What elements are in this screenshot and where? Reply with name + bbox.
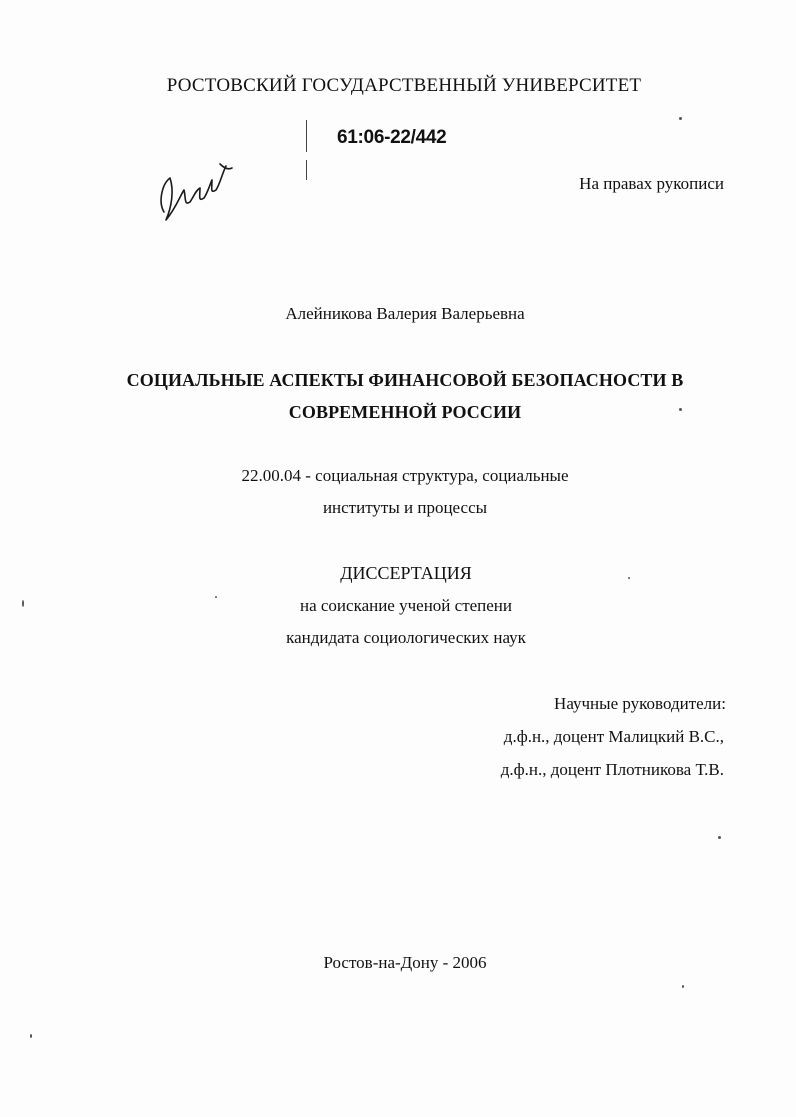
city-year: Ростов-на-Дону - 2006 <box>323 953 487 972</box>
supervisor-2: д.ф.н., доцент Плотникова Т.В. <box>500 760 724 779</box>
scan-speck <box>718 836 721 839</box>
degree-line-2: кандидата социологических наук <box>286 628 526 647</box>
scan-speck <box>22 600 24 607</box>
specialty-line-2: институты и процессы <box>322 498 488 517</box>
scan-speck <box>30 1034 32 1038</box>
scan-speck <box>628 577 630 579</box>
specialty-line-1: 22.00.04 - социальная структура, социальные <box>241 466 569 485</box>
dissertation-title-line-2: СОВРЕМЕННОЙ РОССИИ <box>288 402 522 422</box>
dissertation-heading: ДИССЕРТАЦИЯ <box>340 563 472 583</box>
scan-speck <box>679 117 682 120</box>
degree-line-1: на соискание ученой степени <box>299 596 513 615</box>
author-name: Алейникова Валерия Валерьевна <box>285 304 525 323</box>
catalog-code-stamp: 61:06-22/442 <box>337 127 447 148</box>
supervisor-1: д.ф.н., доцент Малицкий В.С., <box>503 727 724 746</box>
manuscript-rights-note: На правах рукописи <box>579 174 724 193</box>
scan-speck <box>679 408 682 411</box>
dissertation-title-line-1: СОЦИАЛЬНЫЕ АСПЕКТЫ ФИНАНСОВОЙ БЕЗОПАСНОСТИ В <box>126 370 684 390</box>
handwritten-signature <box>150 150 240 230</box>
scan-speck <box>215 596 217 598</box>
university-name: РОСТОВСКИЙ ГОСУДАРСТВЕННЫЙ УНИВЕРСИТЕТ <box>166 75 642 96</box>
supervisors-heading: Научные руководители: <box>554 694 726 713</box>
scan-speck <box>682 985 684 988</box>
stamp-divider-line-lower <box>306 160 307 180</box>
stamp-divider-line <box>306 120 307 152</box>
